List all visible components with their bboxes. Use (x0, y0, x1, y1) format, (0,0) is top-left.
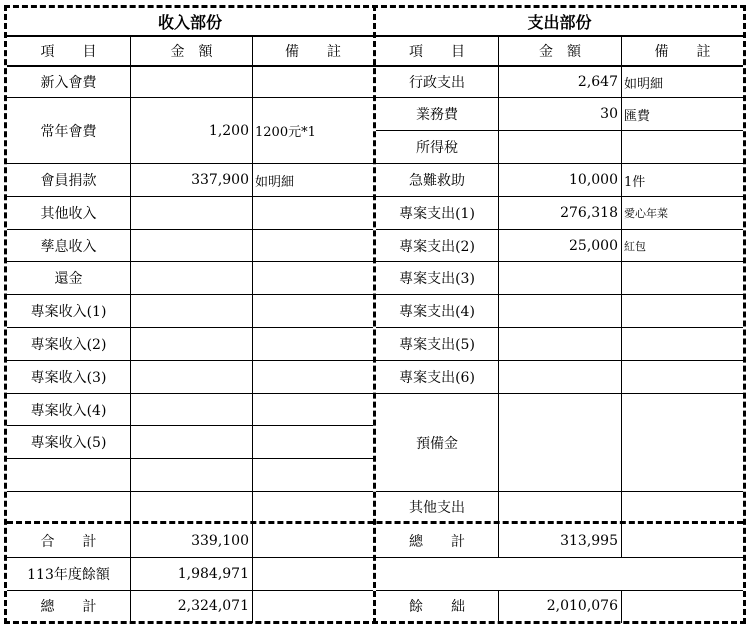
income-amount (131, 230, 252, 261)
income-note (253, 426, 373, 458)
income-note (253, 328, 373, 360)
expense-total-amount: 313,995 (560, 532, 618, 549)
income-amount (131, 394, 252, 425)
balance-label: 餘 絀 (409, 599, 465, 615)
expense-note: 如明細 (624, 76, 664, 92)
expense-note (622, 131, 743, 163)
income-item: 新入會費 (40, 75, 97, 91)
expense-amount (499, 131, 621, 163)
income-item: 專案收入(1) (30, 304, 107, 320)
income-note (253, 230, 373, 261)
income-amount (131, 67, 252, 97)
expense-note: 匯費 (624, 108, 651, 124)
balance-amount: 2,010,076 (546, 598, 618, 614)
expense-amount (499, 492, 621, 521)
expense-amount (499, 328, 621, 360)
expense-amount (499, 361, 621, 393)
income-header-item: 項 目 (40, 44, 97, 60)
income-header-amount: 金 額 (170, 44, 213, 60)
income-item: 專案收入(2) (30, 337, 107, 353)
income-note: 如明細 (255, 174, 295, 190)
expense-item: 業務費 (416, 107, 458, 123)
expense-amount: 2,647 (577, 74, 618, 90)
frame-right (743, 5, 746, 624)
carryover-label: 113年度餘額 (27, 567, 110, 583)
income-item: 孳息收入 (40, 238, 97, 255)
expense-header-item: 項 目 (409, 44, 465, 60)
expense-amount (499, 295, 621, 327)
expense-amount: 30 (600, 106, 618, 122)
income-item: 會員捐款 (40, 173, 97, 189)
income-note (253, 295, 373, 327)
expense-item: 專案支出(1) (399, 206, 475, 222)
expense-note (622, 328, 743, 360)
expense-note (622, 262, 743, 294)
expense-note (622, 361, 743, 393)
income-section-title: 收入部份 (157, 12, 222, 32)
income-amount (131, 328, 252, 360)
income-item: 專案收入(4) (30, 402, 107, 419)
expense-item: 急難救助 (409, 173, 465, 189)
income-item: 專案收入(5) (30, 435, 107, 451)
expense-amount: 25,000 (569, 237, 618, 254)
income-item: 其他收入 (40, 206, 97, 222)
income-subtotal-label: 合 計 (40, 533, 97, 550)
income-note (253, 394, 373, 425)
expense-total-label: 總 計 (409, 533, 465, 550)
expense-note (622, 492, 743, 521)
income-note (253, 67, 373, 97)
expense-item: 專案支出(4) (399, 304, 475, 320)
income-item: 常年會費 (40, 123, 97, 140)
expense-item: 其他支出 (409, 499, 465, 516)
expense-item: 行政支出 (409, 75, 465, 91)
income-item: 還金 (54, 271, 83, 287)
income-amount (131, 262, 252, 294)
income-total-label: 總 計 (40, 599, 97, 615)
expense-note: 紅包 (624, 239, 646, 253)
income-item: 專案收入(3) (30, 370, 107, 386)
income-total-amount: 2,324,071 (177, 598, 249, 614)
expense-amount (499, 394, 621, 491)
expense-item: 專案支出(6) (399, 370, 475, 386)
income-header-note: 備 註 (285, 44, 341, 60)
income-note (253, 262, 373, 294)
expense-note: 1件 (624, 174, 646, 190)
expense-amount (499, 262, 621, 294)
income-note: 1200元*1 (255, 125, 316, 140)
expense-item: 專案支出(5) (399, 337, 475, 353)
expense-item: 所得稅 (416, 140, 458, 156)
income-note (253, 361, 373, 393)
income-note (253, 197, 373, 229)
expense-section-title: 支出部份 (527, 12, 592, 32)
expense-note (622, 394, 743, 491)
income-amount (131, 426, 252, 458)
expense-item: 專案支出(3) (399, 271, 475, 287)
income-amount (131, 197, 252, 229)
income-subtotal-amount: 339,100 (191, 532, 249, 549)
income-amount (131, 295, 252, 327)
expense-item: 預備金 (416, 435, 458, 452)
income-amount: 337,900 (191, 172, 249, 188)
expense-header-amount: 金 額 (539, 44, 581, 60)
expense-amount: 10,000 (569, 172, 618, 188)
expense-note (622, 295, 743, 327)
carryover-amount: 1,984,971 (177, 566, 249, 582)
expense-item: 專案支出(2) (399, 238, 475, 255)
income-amount: 1,200 (208, 122, 249, 139)
expense-note: 愛心年菜 (624, 207, 668, 220)
income-amount (131, 361, 252, 393)
expense-header-note: 備 註 (654, 44, 711, 60)
expense-amount: 276,318 (560, 205, 618, 221)
